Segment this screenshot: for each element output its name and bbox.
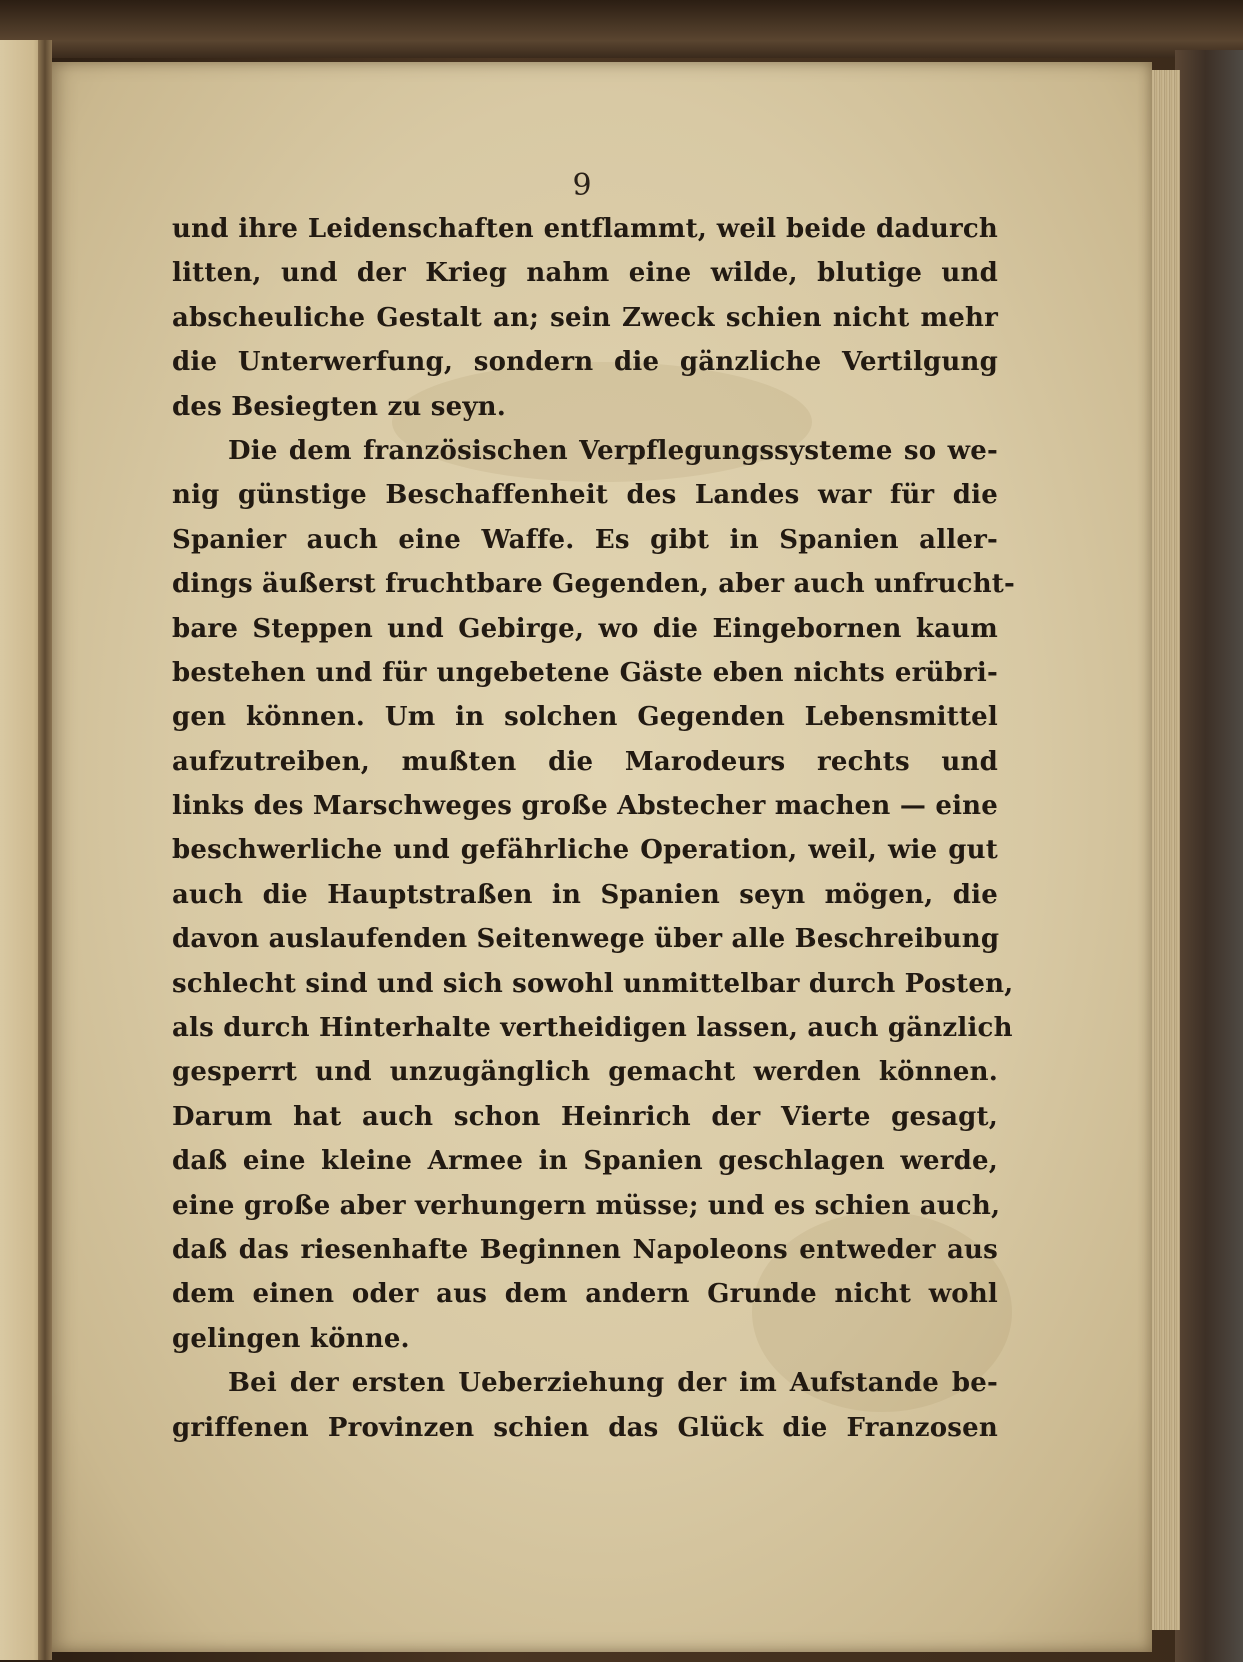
text-line: daß das riesenhafte Beginnen Napoleons entweder aus xyxy=(172,1234,998,1265)
text-line: Spanier auch eine Waffe. Es gibt in Spanien aller- xyxy=(172,524,998,555)
text-line: gen können. Um in solchen Gegenden Lebensmittel xyxy=(172,702,998,733)
body-text xyxy=(172,207,1016,1450)
text-line: aufzutreiben, mußten die Marodeurs rechts und xyxy=(172,746,998,777)
text-line: des Besiegten zu seyn. xyxy=(172,391,507,422)
text-line: griffenen Provinzen schien das Glück die Franzosen xyxy=(172,1412,998,1443)
page-number: 9 xyxy=(572,168,592,203)
text-line: bare Steppen und Gebirge, wo die Eingebornen kaum xyxy=(172,613,998,644)
text-line: davon auslaufenden Seitenwege über alle Beschreibung xyxy=(172,924,1000,955)
text-line: als durch Hinterhalte vertheidigen lassen, auch gänzlich xyxy=(172,1013,1013,1044)
book-top-edge xyxy=(0,0,1243,58)
text-line: links des Marschweges große Abstecher machen — eine xyxy=(172,791,998,822)
text-line: daß eine kleine Armee in Spanien geschlagen werde, xyxy=(172,1146,998,1177)
text-line: schlecht sind und sich sowohl unmittelbar durch Posten, xyxy=(172,968,1014,999)
text-line: gelingen könne. xyxy=(172,1323,410,1354)
text-line: auch die Hauptstraßen in Spanien seyn mögen, die xyxy=(172,879,998,910)
book-cover-right xyxy=(1175,50,1243,1662)
text-line: und ihre Leidenschaften entflammt, weil beide dadurch xyxy=(172,214,998,244)
text-line: eine große aber verhungern müsse; und es schien auch, xyxy=(172,1190,1001,1221)
text-line: beschwerliche und gefährliche Operation, weil, wie gut xyxy=(172,835,998,866)
text-line: Die dem französischen Verpflegungssysteme so we- xyxy=(228,435,998,466)
text-line: gesperrt und unzugänglich gemacht werden können. xyxy=(172,1057,998,1088)
text-line: bestehen und für ungebetene Gäste eben nichts erübri- xyxy=(172,657,998,688)
text-line: dings äußerst fruchtbare Gegenden, aber auch unfrucht- xyxy=(172,569,1016,600)
text-line: litten, und der Krieg nahm eine wilde, blutige und xyxy=(172,258,998,289)
text-line: die Unterwerfung, sondern die gänzliche Vertilgung xyxy=(172,347,998,378)
text-line: dem einen oder aus dem andern Grunde nicht wohl xyxy=(172,1279,998,1310)
text-line: Bei der ersten Ueberziehung der im Aufstande be- xyxy=(228,1368,998,1399)
text-line: Darum hat auch schon Heinrich der Vierte gesagt, xyxy=(172,1101,998,1132)
book-page xyxy=(52,62,1152,1652)
book-binding xyxy=(38,40,52,1660)
text-line: abscheuliche Gestalt an; sein Zweck schien nicht mehr xyxy=(172,302,998,333)
text-line: nig günstige Beschaffenheit des Landes war für die xyxy=(172,480,998,511)
